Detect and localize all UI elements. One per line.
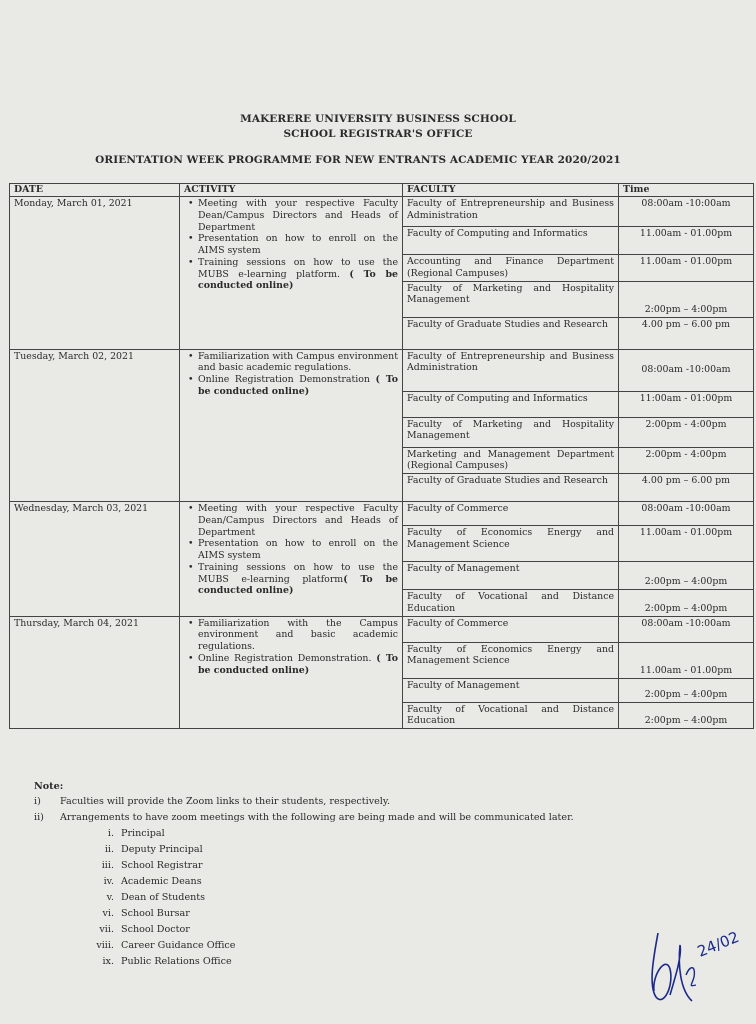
table-row <box>10 616 754 642</box>
time-cell: 11.00am - 01.00pm <box>619 255 754 282</box>
faculty-cell: Faculty of Vocational and Distance Education <box>403 702 619 729</box>
list-item: School Bursar <box>121 908 190 919</box>
time-cell: 11.00am - 01.00pm <box>619 526 754 562</box>
faculty-cell: Faculty of Computing and Informatics <box>403 391 619 417</box>
notes-title: Note: <box>34 781 64 792</box>
signature-date: 24/02 <box>694 927 742 961</box>
list-item: School Doctor <box>121 924 190 935</box>
activity-text: Training sessions on how to use the MUBS e-learning platform. <box>198 256 398 280</box>
faculty-cell: Marketing and Management Department (Regional Campuses) <box>403 447 619 474</box>
faculty-cell: Faculty of Economics Energy and Management Science <box>403 526 619 562</box>
list-marker: v. <box>106 892 114 903</box>
list-item: Deputy Principal <box>121 844 203 855</box>
header-faculty: FACULTY <box>403 184 619 197</box>
institution-name: MAKERERE UNIVERSITY BUSINESS SCHOOL <box>240 113 516 125</box>
list-item: School Registrar <box>121 860 203 871</box>
activity-item <box>198 503 398 538</box>
activity-cell <box>180 616 403 729</box>
list-marker: vii. <box>99 924 114 935</box>
list-marker: viii. <box>96 940 114 951</box>
faculty-cell: Faculty of Graduate Studies and Research <box>403 474 619 502</box>
activity-text: Online Registration Demonstration <box>198 374 376 385</box>
time-cell: 11.00am - 01.00pm <box>619 227 754 255</box>
faculty-cell: Faculty of Marketing and Hospitality Management <box>403 417 619 447</box>
time-cell: 11:00am - 01:00pm <box>619 391 754 417</box>
date-cell: Wednesday, March 03, 2021 <box>10 502 180 617</box>
activity-list <box>184 351 398 398</box>
activity-list <box>184 618 398 677</box>
activity-cell <box>180 502 403 617</box>
time-cell: 2:00pm – 4:00pm <box>619 702 754 729</box>
faculty-cell: Faculty of Computing and Informatics <box>403 227 619 255</box>
activity-text: Training sessions on how to use the MUBS e-learning platform <box>198 561 398 585</box>
time-cell: 2:00pm – 4:00pm <box>619 590 754 617</box>
time-cell: 2:00pm – 4:00pm <box>619 562 754 590</box>
activity-text: Meeting with your respective Faculty Dean/Campus Directors and Heads of Department <box>198 198 398 233</box>
activity-text: Familiarization with the Campus environment and basic academic regulations. <box>198 617 398 652</box>
activity-list <box>184 503 398 597</box>
programme-table <box>9 183 754 729</box>
activity-item <box>198 653 398 677</box>
time-cell: 2:00pm - 4:00pm <box>619 417 754 447</box>
faculty-cell: Faculty of Commerce <box>403 616 619 642</box>
date-cell: Thursday, March 04, 2021 <box>10 616 180 729</box>
date-cell: Monday, March 01, 2021 <box>10 197 180 350</box>
faculty-cell: Faculty of Economics Energy and Management Science <box>403 642 619 678</box>
time-cell: 2:00pm - 4:00pm <box>619 447 754 474</box>
note-text: Faculties will provide the Zoom links to their students, respectively. <box>60 796 391 807</box>
list-item: Academic Deans <box>121 876 202 887</box>
activity-item <box>198 257 398 292</box>
list-marker: ii. <box>104 844 114 855</box>
activity-text: Online Registration Demonstration. <box>198 652 377 664</box>
list-marker: vi. <box>102 908 114 919</box>
activity-cell <box>180 197 403 350</box>
activity-item <box>198 538 398 562</box>
list-marker: ix. <box>102 956 114 967</box>
faculty-cell: Faculty of Entrepreneurship and Business Administration <box>403 197 619 227</box>
time-cell: 2:00pm – 4:00pm <box>619 678 754 702</box>
activity-cell <box>180 349 403 502</box>
faculty-cell: Faculty of Graduate Studies and Research <box>403 317 619 349</box>
note-marker: i) <box>34 796 41 807</box>
time-cell: 08:00am -10:00am <box>619 349 754 391</box>
faculty-cell: Accounting and Finance Department (Regional Campuses) <box>403 255 619 282</box>
online-note: ( To be conducted online) <box>198 374 398 397</box>
faculty-cell: Faculty of Entrepreneurship and Business Administration <box>403 349 619 391</box>
header-date: DATE <box>10 184 180 197</box>
online-note: ( To be conducted online) <box>198 268 399 292</box>
activity-item <box>198 562 398 597</box>
list-item: Dean of Students <box>121 892 206 903</box>
activity-item <box>198 233 398 257</box>
time-cell: 08:00am -10:00am <box>619 616 754 642</box>
list-marker: iii. <box>101 860 114 871</box>
list-item: Public Relations Office <box>121 956 232 967</box>
time-cell: 2:00pm – 4:00pm <box>619 281 754 317</box>
note-text: Arrangements to have zoom meetings with the following are being made and will be communicated later. <box>60 812 574 823</box>
faculty-cell: Faculty of Management <box>403 562 619 590</box>
date-cell: Tuesday, March 02, 2021 <box>10 349 180 502</box>
time-cell: 4.00 pm – 6.00 pm <box>619 317 754 349</box>
activity-text: Familiarization with Campus environment and basic academic regulations. <box>198 350 398 374</box>
note-marker: ii) <box>34 812 44 823</box>
header-time: Time <box>619 184 754 197</box>
handwritten-signature <box>630 915 750 1015</box>
faculty-cell: Faculty of Vocational and Distance Education <box>403 590 619 617</box>
activity-item <box>198 374 398 398</box>
table-row <box>10 502 754 526</box>
list-marker: i. <box>107 828 114 839</box>
activity-list <box>184 198 398 292</box>
faculty-cell: Faculty of Management <box>403 678 619 702</box>
activity-text: Meeting with your respective Faculty Dean/Campus Directors and Heads of Department <box>198 503 398 538</box>
time-cell: 08:00am -10:00am <box>619 502 754 526</box>
table-header-row <box>10 184 754 197</box>
office-name: SCHOOL REGISTRAR'S OFFICE <box>283 128 473 140</box>
activity-item <box>198 618 398 653</box>
document-title: ORIENTATION WEEK PROGRAMME FOR NEW ENTRANTS ACADEMIC YEAR 2020/2021 <box>95 154 621 166</box>
faculty-cell: Faculty of Commerce <box>403 502 619 526</box>
list-item: Principal <box>121 828 165 839</box>
activity-item <box>198 198 398 233</box>
online-note: ( To be conducted online) <box>198 573 398 597</box>
online-note: ( To be conducted online) <box>198 652 398 676</box>
time-cell: 4.00 pm – 6.00 pm <box>619 474 754 502</box>
header-activity: ACTIVITY <box>180 184 403 197</box>
activity-text: Presentation on how to enroll on the AIMS system <box>198 538 398 561</box>
list-marker: iv. <box>103 876 114 887</box>
activity-text: Presentation on how to enroll on the AIMS system <box>198 233 398 256</box>
activity-item <box>198 351 398 375</box>
faculty-cell: Faculty of Marketing and Hospitality Management <box>403 281 619 317</box>
table-row <box>10 349 754 391</box>
time-cell: 11.00am - 01.00pm <box>619 642 754 678</box>
list-item: Career Guidance Office <box>121 940 236 951</box>
table-row <box>10 197 754 227</box>
time-cell: 08:00am -10:00am <box>619 197 754 227</box>
